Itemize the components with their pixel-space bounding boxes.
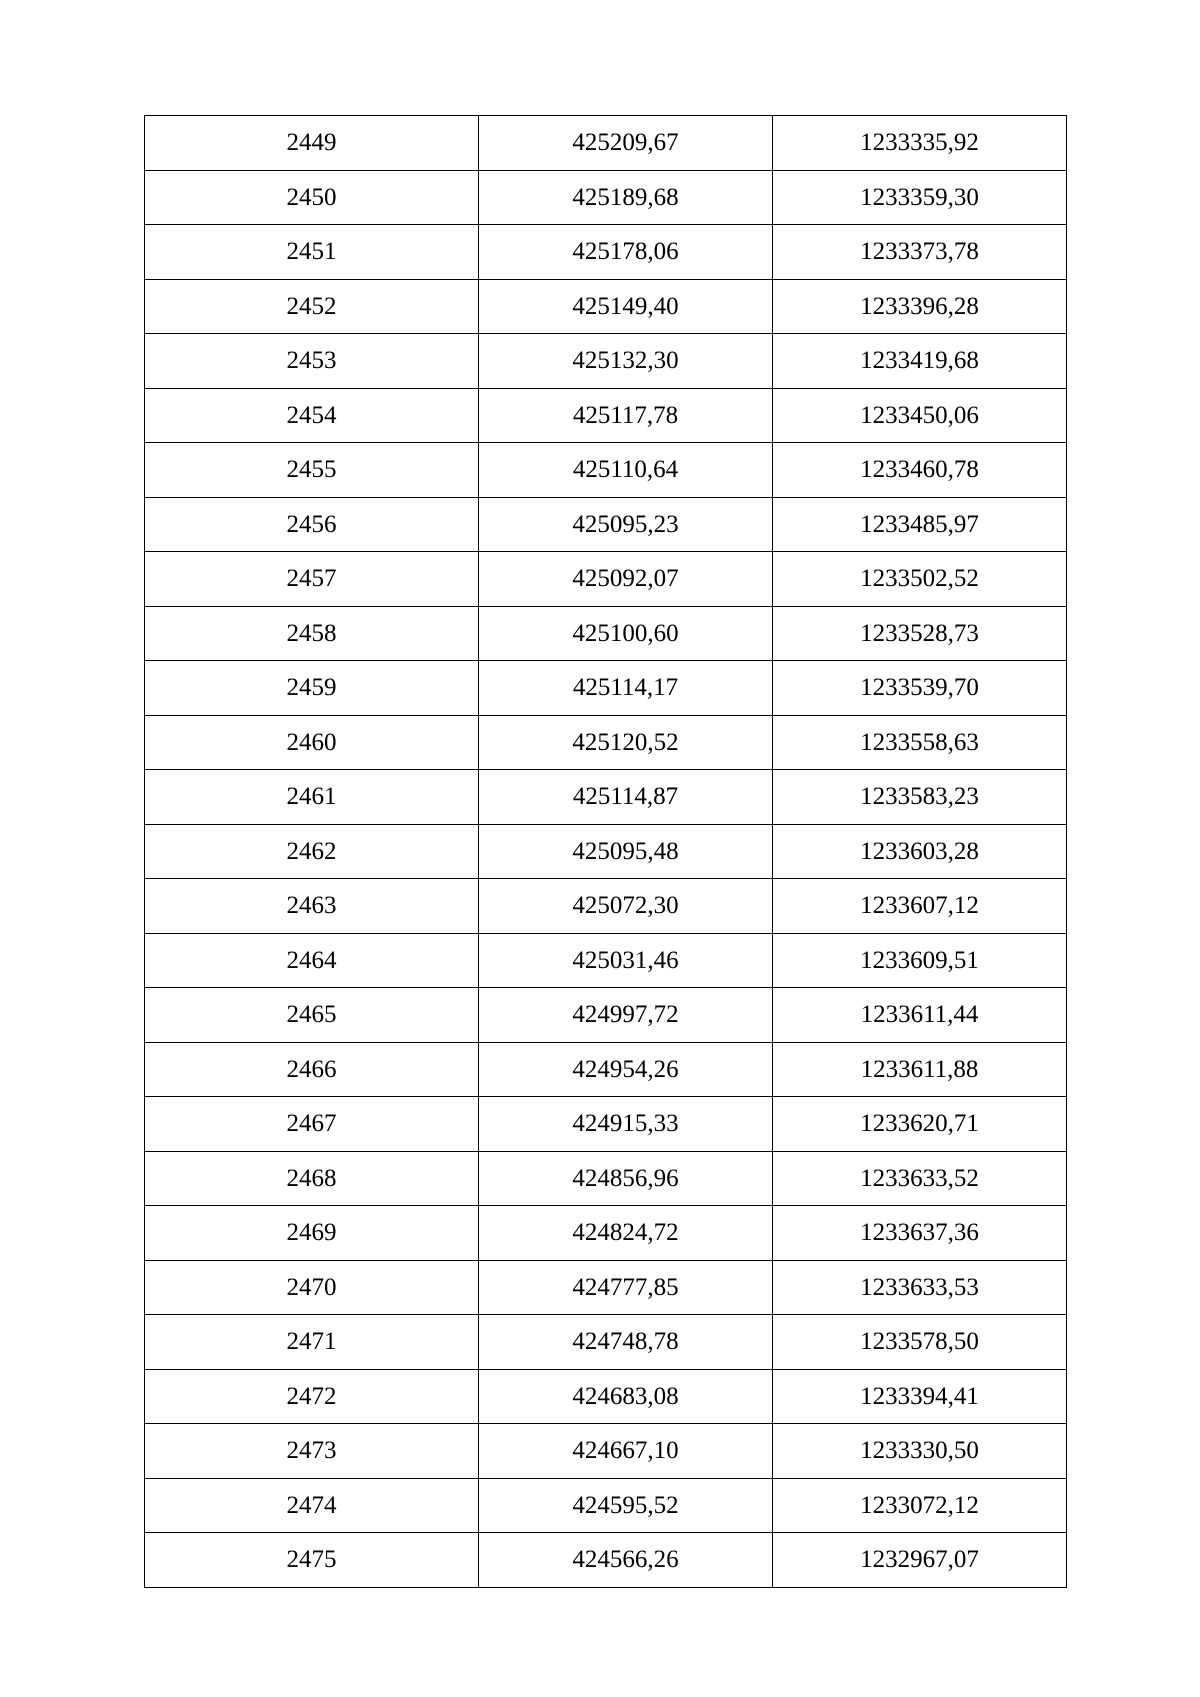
table-row bbox=[145, 1533, 1067, 1588]
x-coordinate-cell: 425095,48 bbox=[479, 824, 773, 879]
x-coordinate-cell: 424566,26 bbox=[479, 1533, 773, 1588]
point-number-cell: 2470 bbox=[145, 1260, 479, 1315]
point-number-cell: 2467 bbox=[145, 1097, 479, 1152]
table-row bbox=[145, 1478, 1067, 1533]
x-coordinate-cell: 424683,08 bbox=[479, 1369, 773, 1424]
y-coordinate-cell: 1233373,78 bbox=[773, 225, 1067, 280]
x-coordinate-cell: 424777,85 bbox=[479, 1260, 773, 1315]
point-number-cell: 2472 bbox=[145, 1369, 479, 1424]
x-coordinate-cell: 425149,40 bbox=[479, 279, 773, 334]
table-row bbox=[145, 988, 1067, 1043]
table-row bbox=[145, 606, 1067, 661]
point-number-cell: 2464 bbox=[145, 933, 479, 988]
point-number-cell: 2460 bbox=[145, 715, 479, 770]
y-coordinate-cell: 1233528,73 bbox=[773, 606, 1067, 661]
point-number-cell: 2465 bbox=[145, 988, 479, 1043]
point-number-cell: 2451 bbox=[145, 225, 479, 280]
y-coordinate-cell: 1233460,78 bbox=[773, 443, 1067, 498]
x-coordinate-cell: 425117,78 bbox=[479, 388, 773, 443]
y-coordinate-cell: 1233620,71 bbox=[773, 1097, 1067, 1152]
table-row bbox=[145, 225, 1067, 280]
coordinates-table bbox=[144, 115, 1067, 1588]
x-coordinate-cell: 425092,07 bbox=[479, 552, 773, 607]
table-row bbox=[145, 1042, 1067, 1097]
point-number-cell: 2456 bbox=[145, 497, 479, 552]
point-number-cell: 2453 bbox=[145, 334, 479, 389]
point-number-cell: 2457 bbox=[145, 552, 479, 607]
y-coordinate-cell: 1233072,12 bbox=[773, 1478, 1067, 1533]
y-coordinate-cell: 1233583,23 bbox=[773, 770, 1067, 825]
table-row bbox=[145, 1315, 1067, 1370]
x-coordinate-cell: 424667,10 bbox=[479, 1424, 773, 1479]
table-row bbox=[145, 879, 1067, 934]
table-row bbox=[145, 933, 1067, 988]
y-coordinate-cell: 1233633,53 bbox=[773, 1260, 1067, 1315]
y-coordinate-cell: 1233502,52 bbox=[773, 552, 1067, 607]
table-row bbox=[145, 1206, 1067, 1261]
point-number-cell: 2469 bbox=[145, 1206, 479, 1261]
y-coordinate-cell: 1233330,50 bbox=[773, 1424, 1067, 1479]
x-coordinate-cell: 425189,68 bbox=[479, 170, 773, 225]
y-coordinate-cell: 1233611,44 bbox=[773, 988, 1067, 1043]
table-row bbox=[145, 661, 1067, 716]
y-coordinate-cell: 1233637,36 bbox=[773, 1206, 1067, 1261]
y-coordinate-cell: 1233394,41 bbox=[773, 1369, 1067, 1424]
y-coordinate-cell: 1233539,70 bbox=[773, 661, 1067, 716]
table-row bbox=[145, 443, 1067, 498]
point-number-cell: 2466 bbox=[145, 1042, 479, 1097]
x-coordinate-cell: 424954,26 bbox=[479, 1042, 773, 1097]
y-coordinate-cell: 1233607,12 bbox=[773, 879, 1067, 934]
point-number-cell: 2461 bbox=[145, 770, 479, 825]
point-number-cell: 2473 bbox=[145, 1424, 479, 1479]
point-number-cell: 2455 bbox=[145, 443, 479, 498]
x-coordinate-cell: 425095,23 bbox=[479, 497, 773, 552]
table-row bbox=[145, 170, 1067, 225]
y-coordinate-cell: 1233450,06 bbox=[773, 388, 1067, 443]
y-coordinate-cell: 1233335,92 bbox=[773, 116, 1067, 171]
coordinates-table-body bbox=[145, 116, 1067, 1588]
table-row bbox=[145, 715, 1067, 770]
point-number-cell: 2463 bbox=[145, 879, 479, 934]
y-coordinate-cell: 1233558,63 bbox=[773, 715, 1067, 770]
point-number-cell: 2452 bbox=[145, 279, 479, 334]
point-number-cell: 2462 bbox=[145, 824, 479, 879]
table-row bbox=[145, 1097, 1067, 1152]
y-coordinate-cell: 1232967,07 bbox=[773, 1533, 1067, 1588]
point-number-cell: 2471 bbox=[145, 1315, 479, 1370]
point-number-cell: 2454 bbox=[145, 388, 479, 443]
y-coordinate-cell: 1233359,30 bbox=[773, 170, 1067, 225]
y-coordinate-cell: 1233578,50 bbox=[773, 1315, 1067, 1370]
x-coordinate-cell: 425209,67 bbox=[479, 116, 773, 171]
table-row bbox=[145, 1424, 1067, 1479]
table-row bbox=[145, 116, 1067, 171]
table-row bbox=[145, 552, 1067, 607]
point-number-cell: 2475 bbox=[145, 1533, 479, 1588]
table-row bbox=[145, 388, 1067, 443]
point-number-cell: 2450 bbox=[145, 170, 479, 225]
y-coordinate-cell: 1233609,51 bbox=[773, 933, 1067, 988]
point-number-cell: 2474 bbox=[145, 1478, 479, 1533]
x-coordinate-cell: 425100,60 bbox=[479, 606, 773, 661]
x-coordinate-cell: 424856,96 bbox=[479, 1151, 773, 1206]
point-number-cell: 2468 bbox=[145, 1151, 479, 1206]
table-row bbox=[145, 1260, 1067, 1315]
x-coordinate-cell: 425132,30 bbox=[479, 334, 773, 389]
x-coordinate-cell: 425120,52 bbox=[479, 715, 773, 770]
table-row bbox=[145, 279, 1067, 334]
x-coordinate-cell: 425110,64 bbox=[479, 443, 773, 498]
y-coordinate-cell: 1233396,28 bbox=[773, 279, 1067, 334]
x-coordinate-cell: 425178,06 bbox=[479, 225, 773, 280]
table-row bbox=[145, 1151, 1067, 1206]
x-coordinate-cell: 425114,17 bbox=[479, 661, 773, 716]
y-coordinate-cell: 1233419,68 bbox=[773, 334, 1067, 389]
x-coordinate-cell: 424915,33 bbox=[479, 1097, 773, 1152]
table-row bbox=[145, 770, 1067, 825]
x-coordinate-cell: 425114,87 bbox=[479, 770, 773, 825]
table-row bbox=[145, 334, 1067, 389]
y-coordinate-cell: 1233603,28 bbox=[773, 824, 1067, 879]
point-number-cell: 2459 bbox=[145, 661, 479, 716]
table-row bbox=[145, 824, 1067, 879]
x-coordinate-cell: 425072,30 bbox=[479, 879, 773, 934]
point-number-cell: 2449 bbox=[145, 116, 479, 171]
x-coordinate-cell: 424997,72 bbox=[479, 988, 773, 1043]
x-coordinate-cell: 424748,78 bbox=[479, 1315, 773, 1370]
y-coordinate-cell: 1233485,97 bbox=[773, 497, 1067, 552]
x-coordinate-cell: 425031,46 bbox=[479, 933, 773, 988]
table-row bbox=[145, 497, 1067, 552]
x-coordinate-cell: 424824,72 bbox=[479, 1206, 773, 1261]
point-number-cell: 2458 bbox=[145, 606, 479, 661]
table-row bbox=[145, 1369, 1067, 1424]
x-coordinate-cell: 424595,52 bbox=[479, 1478, 773, 1533]
y-coordinate-cell: 1233633,52 bbox=[773, 1151, 1067, 1206]
y-coordinate-cell: 1233611,88 bbox=[773, 1042, 1067, 1097]
